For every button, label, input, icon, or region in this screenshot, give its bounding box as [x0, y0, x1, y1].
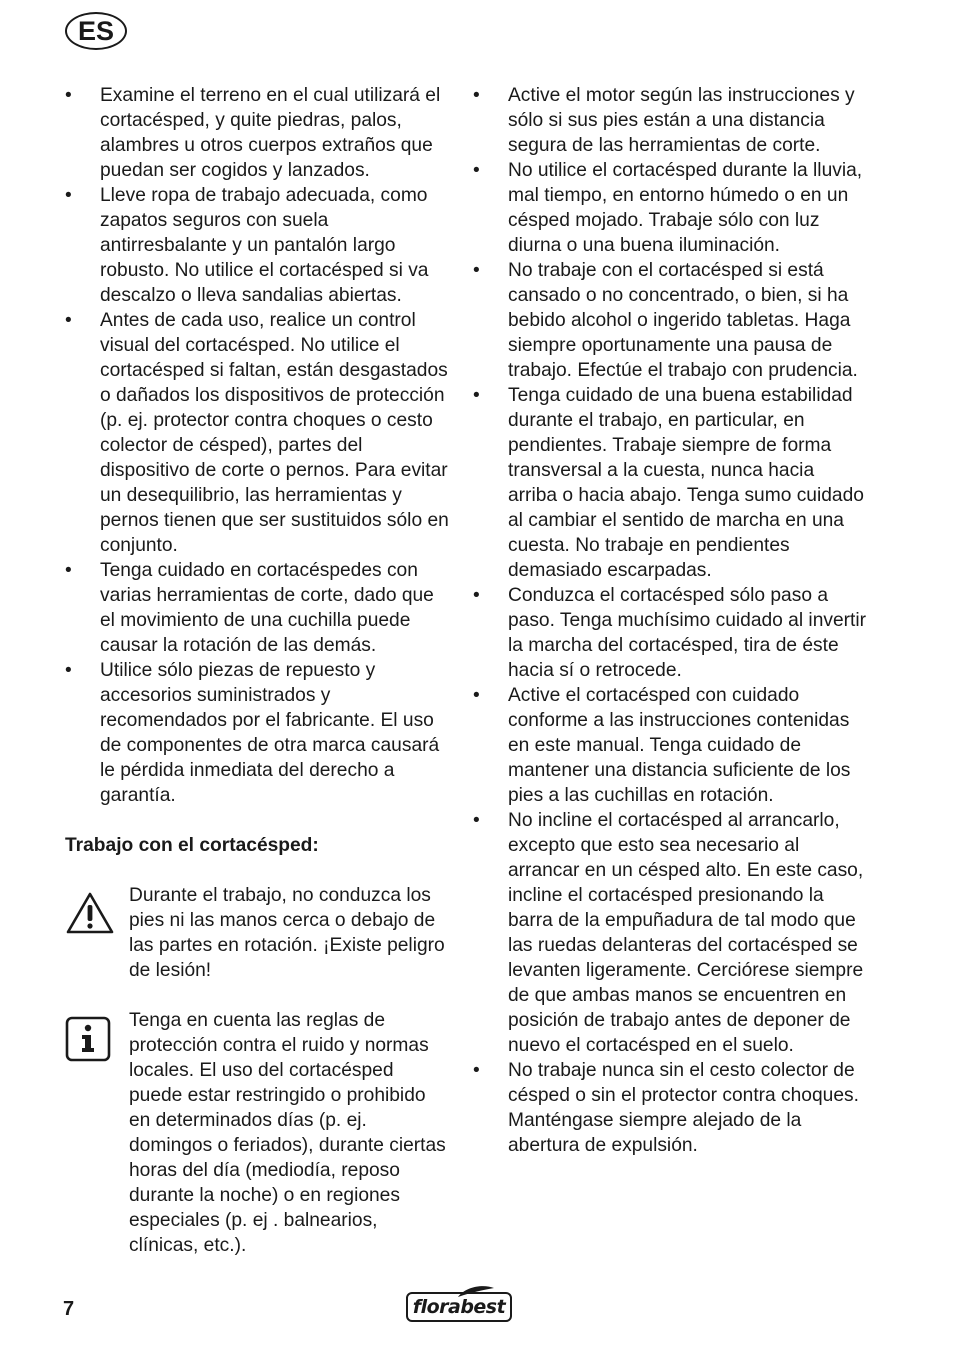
left-column: [65, 83, 450, 1258]
list-item: • Utilice sólo piezas de repuesto y accesorios suministrados y recomendados por el fabricante. El uso de componentes de otra marca causará le pérdida inmediata del derecho a garantía.: [65, 660, 440, 806]
language-badge: [65, 12, 127, 50]
list-item: • No utilice el cortacésped durante la lluvia, mal tiempo, en entorno húmedo o en un césped mojado. Trabaje sólo con luz diurna o una buena iluminación.: [473, 160, 863, 256]
list-item: • Tenga cuidado en cortacéspedes con varias herramientas de corte, dado que el movimiento de una cuchilla puede causar la rotación de las demás.: [65, 560, 434, 656]
list-item: • No incline el cortacésped al arrancarlo, excepto que esto sea necesario al arrancar en un césped alto. En este caso, incline el cortacésped presionando la barra de la empuñadura de tal modo que las ruedas delanteras del cortacésped se levanten ligeramente. Cerciórese siempre de que ambas manos se encuentren en posición de trabajo antes de deponer de nuevo el cortacésped en el suelo.: [473, 810, 864, 1056]
warning-note: [65, 883, 450, 983]
list-item: • Active el motor según las instrucciones y sólo si sus pies están a una distancia segura de las herramientas de corte.: [473, 85, 855, 156]
list-item: • Tenga cuidado de una buena estabilidad durante el trabajo, en particular, en pendientes. Trabaje siempre de forma transversal a la cuesta, nunca hacia arriba o hacia abajo. Tenga sumo cuidado al cambiar el sentido de marcha en una cuesta. No trabaje en pendientes demasiado escarpadas.: [473, 385, 864, 581]
list-item: • Lleve ropa de trabajo adecuada, como zapatos seguros con suela antirresbalante y un pantalón largo robusto. No utilice el cortacésped si va descalzo o lleva sandalias abiertas.: [65, 185, 429, 306]
info-note: [65, 1008, 450, 1258]
info-text: Tenga en cuenta las reglas de protección contra el ruido y normas locales. El uso del cortacésped puede estar restringido o prohibido en determinados días (p. ej. domingos o feriados), durante ciertas horas del día (mediodía, reposo durante la noche) o en regiones especiales (p. ej . balnearios, clínicas, etc.).: [129, 1010, 446, 1256]
brand-name: florabest: [412, 1296, 506, 1318]
language-code: ES: [77, 15, 115, 46]
brand-logo-box: [406, 1292, 512, 1322]
list-item: • Active el cortacésped con cuidado conforme a las instrucciones contenidas en este manual. Tenga cuidado de mantener una distancia suficiente de los pies a las cuchillas en rotación.: [473, 685, 851, 806]
list-item: • No trabaje con el cortacésped si está cansado o no concentrado, o bien, si ha bebido alcohol o ingerido tabletas. Haga siempre oportunamente una pausa de trabajo. Efectúe el trabajo con prudencia.: [473, 260, 858, 381]
right-bullet-list: [473, 83, 868, 1158]
list-item: • Antes de cada uso, realice un control visual del cortacésped. No utilice el cortacésped si faltan, están desgastados o dañados los dispositivos de protección (p. ej. protector contra choques o cesto colector de césped), partes del dispositivo de corte o pernos. Para evitar un desequilibrio, las herramientas y pernos tienen que ser sustituidos sólo en conjunto.: [65, 310, 449, 556]
list-item: • Conduzca el cortacésped sólo paso a paso. Tenga muchísimo cuidado al invertir la marcha del cortacésped, tira de éste hacia sí o retrocede.: [473, 585, 867, 681]
list-item: • No trabaje nunca sin el cesto colector de césped o sin el protector contra choques. Manténgase siempre alejado de la abertura de expulsión.: [473, 1060, 859, 1156]
left-bullet-list: [65, 83, 450, 808]
info-icon: [65, 1016, 111, 1069]
warning-triangle-icon: [65, 891, 115, 942]
list-item: • Examine el terreno en el cual utilizará el cortacésped, y quite piedras, palos, alambres u otros cuerpos extraños que puedan ser cogidos y lanzados.: [65, 85, 441, 181]
right-column: [473, 83, 868, 1158]
page-number: 7: [63, 1298, 75, 1320]
brand-logo: [404, 1284, 516, 1328]
warning-text: Durante el trabajo, no conduzca los pies ni las manos cerca o debajo de las partes en rotación. ¡Existe peligro de lesión!: [129, 885, 445, 981]
section-heading: Trabajo con el cortacésped:: [65, 835, 319, 856]
